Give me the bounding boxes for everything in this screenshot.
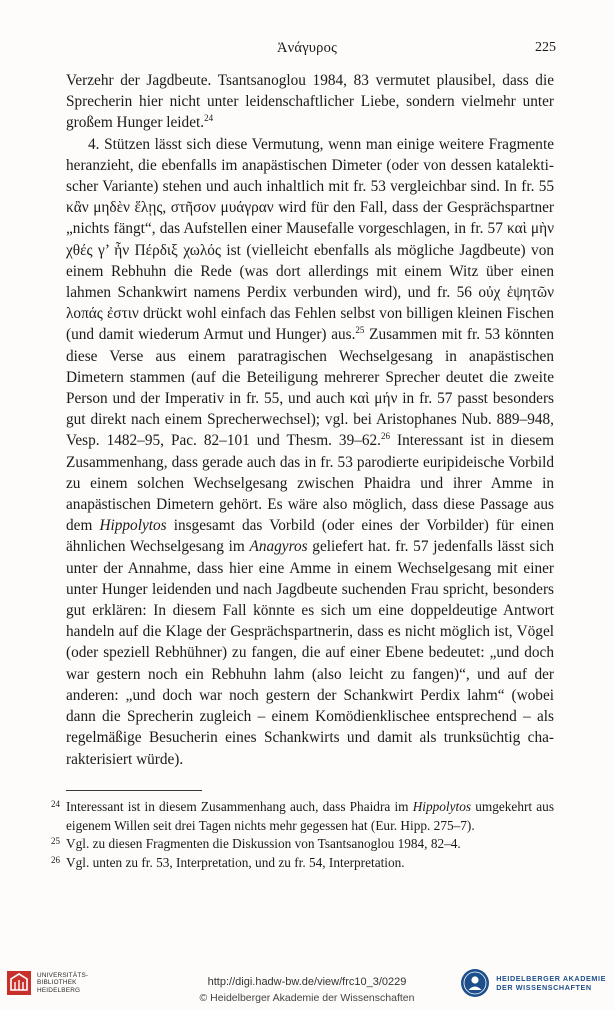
academy-name-line: DER WISSENSCHAFTEN <box>496 983 592 992</box>
footnote-number: 24 <box>51 799 60 809</box>
text-run: Verzehr der Jagdbeute. Tsantsanoglou 1984, 83 vermutet plausibel, dass die Sprecherin hier nicht unter leidenschaftlicher Liebe, sondern vielmehr unter großem Hunger leidet. <box>66 72 554 132</box>
footnote-26 <box>51 854 554 873</box>
footnote-separator <box>66 790 202 791</box>
text-run: Interessant ist in diesem Zusammenhang auch, dass Phaidra im <box>66 799 413 814</box>
source-url-link[interactable]: http://digi.hadw-bw.de/view/frc10_3/0229 <box>207 976 407 988</box>
page-number: 225 <box>535 40 556 55</box>
academy-logo[interactable] <box>460 968 606 998</box>
library-name-line: BIBLIOTHEK <box>37 979 77 987</box>
footnote-text <box>66 798 554 835</box>
text-run: geliefert hat. fr. 57 jedenfalls lässt sich unter der Annahme, dass hier eine Amme in einem Wechselgesang mit einer unter Hunger leidenden und nach Jagdbeute suchenden Frau spricht, besonders gut erklären: In diesem Fall könnte es sich um eine doppeldeutige Antwort handeln auf die Klage der Gesprächspartnerin, dass es nicht möglich ist, Vögel (oder speziell Rebhühner) zu fangen, die auf einer Ebene bedeutet: „und doch war gestern noch ein Rebhuhn lahm (also leicht zu fangen)“, und auf der anderen: „und doch war noch gestern der Schankwirt Perdix lahm“ (wobei dann die Sprecherin zugleich – einem Komödienklischee entsprechend – als regelmäßige Besucherin eines Schankwirts und damit als trunksüchtig charakterisiert würde). <box>66 538 555 768</box>
footnote-ref-26[interactable]: 26 <box>381 431 390 442</box>
work-title-anagyros: Anagyros <box>249 538 308 556</box>
library-name-line: UNIVERSITÄTS- <box>37 971 89 979</box>
footnotes <box>51 798 554 872</box>
footnote-ref-24[interactable]: 24 <box>204 113 214 124</box>
text-run: umgekehrt aus eigenem Willen seit drei Tagen nichts mehr gegessen hat (Eur. Hipp. 275–7). <box>66 799 554 833</box>
footnote-25 <box>51 835 554 854</box>
text-run: Zusammen mit fr. 53 könnten diese Verse aus einem paratragischen Wechselgesang in anapästischen Dimetern stammen (auf die Beteiligung mehrerer Sprecher deutet die zweite Person und der Imperativ in fr. 55, und auch καὶ μήν in fr. 57 passt besonders gut direkt nach einem Sprecherwechsel); vgl. bei Aristophanes Nub. 889–948, Vesp. 1482–95, Pac. 82–101 und Thesm. 39–62. <box>66 326 554 450</box>
footnote-number: 25 <box>51 836 60 847</box>
footnote-number: 26 <box>51 854 60 865</box>
main-text <box>66 70 554 770</box>
paragraph-4 <box>66 134 554 770</box>
work-title-hippolytos: Hippolytos <box>99 517 167 535</box>
footnote-text: Vgl. unten zu fr. 53, Interpretation, und zu fr. 54, Interpretation. <box>66 854 405 870</box>
copyright-notice: © Heidelberger Akademie der Wissenschaften <box>199 992 415 1004</box>
text-run: Interessant ist in diesem Zusammenhang, dass gerade auch das in fr. 53 parodierte euripideische Vorbild zu einem solchen Wechselgesang zwischen Phaidra und ihrer Amme in anapästischen Dimetern gehört. Es wäre also möglich, dass diese Passage aus dem <box>66 432 554 535</box>
footnote-24 <box>51 798 554 835</box>
running-title: Ἀνάγυρος <box>276 40 338 56</box>
text-run: 4. Stützen lässt sich diese Vermutung, wenn man einige weitere Fragmente heranzieht, die ebenfalls im anapästischen Dimeter (oder von dessen katalektischer Variante) stehen und auch inhaltlich mit fr. 53 vergleichbar sind. In fr. 55 κἂν μηδὲν ἕλῃς, στῆσον μυάγραν wird für den Fall, dass der Gesprächspartner „nichts fängt“, das Aufstellen einer Mausefalle vorgeschlagen, in fr. 57 καὶ μὴν χθές γ’ ἦν Πέρδιξ χωλός ist (vielleicht ebenfalls als mögliche Jagdbeute) von einem Rebhuhn die Rede (was dort allerdings mit einem Witz über einen lahmen Schankwirt namens Perdix verbunden wird), und fr. 56 οὐχ ἑψητῶν λοπάς ἐστιν drückt wohl einfach das Fehlen selbst von billigen kleinen Fischen (und damit wiederum Armut und Hunger) aus. <box>66 135 554 344</box>
paragraph-continuation <box>66 70 554 134</box>
academy-seal-icon <box>460 968 490 998</box>
work-title-hippolytos: Hippolytos <box>412 799 472 814</box>
footnote-ref-25[interactable]: 25 <box>355 325 365 336</box>
text-run: insgesamt das Vorbild (oder eines der Vorbilder) für einen ähnlichen Wechselgesang im <box>66 517 554 556</box>
academy-name-line: HEIDELBERGER AKADEMIE <box>496 974 606 983</box>
academy-name <box>496 974 606 992</box>
footnote-text: Vgl. zu diesen Fragmenten die Diskussion von Tsantsanoglou 1984, 82–4. <box>66 836 461 852</box>
library-name-line: HEIDELBERG <box>37 986 81 994</box>
